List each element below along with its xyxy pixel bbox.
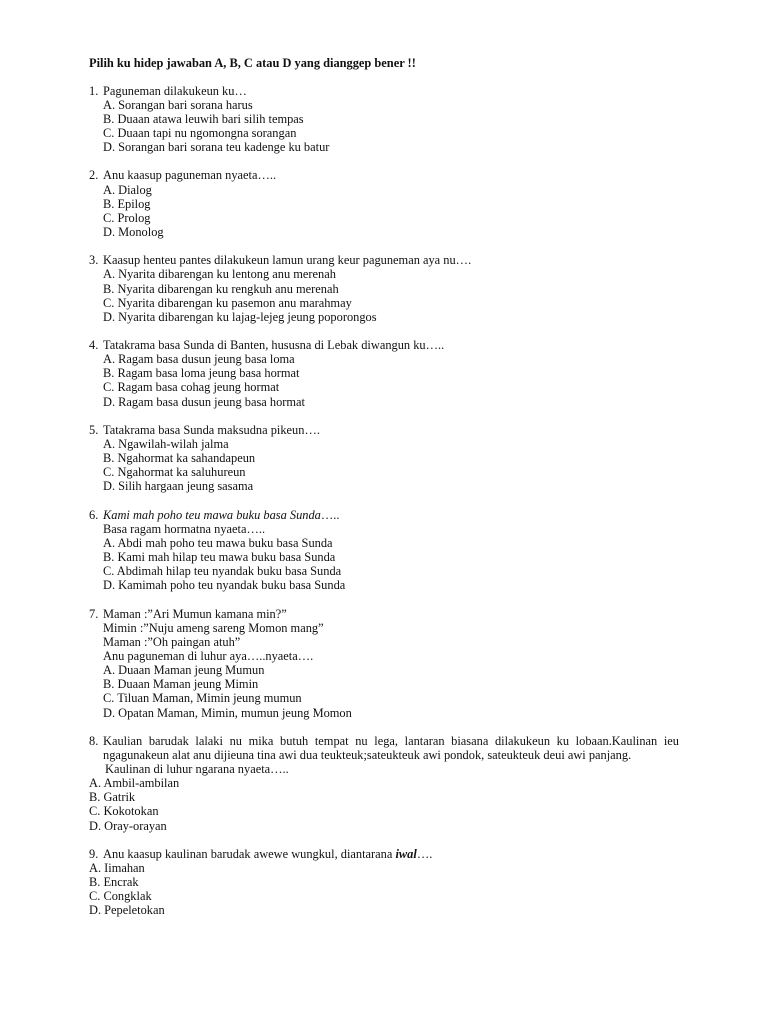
worksheet-page — [89, 56, 679, 932]
option-b: B. Duaan Maman jeung Mimin — [103, 677, 259, 692]
option-c: C. Duaan tapi nu ngomongna sorangan — [103, 125, 297, 140]
option-b: B. Ragam basa loma jeung basa hormat — [103, 366, 300, 381]
instruction-heading: Pilih ku hidep jawaban A, B, C atau D yang dianggep bener !! — [89, 56, 416, 70]
question-stem-emphasis: iwal — [395, 847, 417, 862]
option-d: D. Monolog — [103, 224, 164, 239]
question-number: 3. — [89, 253, 99, 268]
question-7 — [89, 607, 679, 720]
option-a: A. Abdi mah poho teu mawa buku basa Sunda — [103, 536, 333, 551]
option-b: B. Nyarita dibarengan ku rengkuh anu merenah — [103, 281, 339, 296]
option-b: B. Ngahormat ka sahandapeun — [103, 451, 256, 466]
option-d: D. Silih hargaan jeung sasama — [103, 479, 254, 494]
option-c: C. Nyarita dibarengan ku pasemon anu marahmay — [103, 295, 352, 310]
option-c: C. Ngahormat ka saluhureun — [103, 465, 246, 480]
option-c: C. Abdimah hilap teu nyandak buku basa Sunda — [103, 564, 342, 579]
option-d: D. Ragam basa dusun jeung basa hormat — [103, 394, 305, 409]
option-a: A. Ragam basa dusun jeung basa loma — [103, 352, 295, 367]
option-d: D. Sorangan bari sorana teu kadenge ku batur — [103, 139, 330, 154]
option-c: C. Ragam basa cohag jeung hormat — [103, 380, 280, 395]
option-b: B. Epilog — [103, 196, 151, 211]
option-b: B. Kami mah hilap teu mawa buku basa Sunda — [103, 550, 336, 565]
option-a: A. Duaan Maman jeung Mumun — [103, 663, 265, 678]
question-number: 6. — [89, 507, 99, 522]
option-d: D. Nyarita dibarengan ku lajag-lejeg jeung poporongos — [103, 309, 377, 324]
question-4 — [89, 338, 679, 408]
question-stem: Kaasup henteu pantes dilakukeun lamun urang keur paguneman aya nu…. — [103, 253, 472, 268]
option-a: A. Iimahan — [89, 861, 145, 876]
option-b: B. Duaan atawa leuwih bari silih tempas — [103, 111, 304, 126]
question-number: 5. — [89, 423, 99, 438]
question-number: 1. — [89, 83, 99, 98]
option-d: D. Oray-orayan — [89, 818, 167, 833]
question-number: 9. — [89, 847, 99, 862]
question-stem-tail: …. — [416, 847, 433, 862]
option-a: A. Ambil-ambilan — [89, 776, 180, 791]
option-d: D. Kamimah poho teu nyandak buku basa Sunda — [103, 578, 346, 593]
question-number: 4. — [89, 338, 99, 353]
question-2 — [89, 168, 679, 238]
option-b: B. Gatrik — [89, 790, 136, 805]
question-3 — [89, 253, 679, 323]
option-d: D. Opatan Maman, Mimin, mumun jeung Momon — [103, 705, 352, 720]
question-paragraph: Kaulian barudak lalaki nu mika butuh tempat nu lega, lantaran biasana dilakukeun ku lobaan.Kaulinan ieu ngagunakeun alat anu dijieuna tina awi dua teukteuk;sateukteuk awi pondok, sateukteuk deui awi panjang. — [103, 733, 679, 763]
question-subprompt: Basa ragam hormatna nyaeta….. — [103, 521, 266, 536]
question-stem: Maman :”Ari Mumun kamana min?” — [103, 606, 287, 621]
option-a: A. Sorangan bari sorana harus — [103, 97, 253, 112]
question-6 — [89, 508, 679, 593]
option-c: C. Tiluan Maman, Mimin jeung mumun — [103, 691, 302, 706]
option-a: A. Ngawilah-wilah jalma — [103, 437, 229, 452]
option-c: C. Prolog — [103, 210, 151, 225]
question-stem: Anu kaasup kaulinan barudak awewe wungkul, diantarana — [103, 847, 396, 862]
option-a: A. Nyarita dibarengan ku lentong anu merenah — [103, 267, 336, 282]
question-number: 2. — [89, 168, 99, 183]
question-stem: Tatakrama basa Sunda maksudna pikeun…. — [103, 423, 320, 438]
question-stem: Tatakrama basa Sunda di Banten, hususna di Lebak diwangun ku….. — [103, 338, 445, 353]
dialog-line: Maman :”Oh paingan atuh” — [103, 635, 241, 650]
option-a: A. Dialog — [103, 182, 152, 197]
dialog-line: Mimin :”Nuju ameng sareng Momon mang” — [103, 620, 324, 635]
question-1 — [89, 84, 679, 154]
question-subprompt: Anu paguneman di luhur aya…..nyaeta…. — [103, 649, 314, 664]
question-5 — [89, 423, 679, 493]
option-d: D. Pepeletokan — [89, 903, 165, 918]
question-number: 8. — [89, 733, 99, 748]
question-stem-tail: ….. — [320, 507, 340, 522]
question-9 — [89, 847, 679, 917]
option-c: C. Kokotokan — [89, 804, 159, 819]
question-subprompt: Kaulinan di luhur ngarana nyaeta….. — [105, 762, 289, 777]
option-b: B. Encrak — [89, 875, 139, 890]
question-8 — [89, 734, 679, 833]
question-stem-italic: Kami mah poho teu mawa buku basa Sunda — [103, 507, 321, 522]
question-stem: Anu kaasup paguneman nyaeta….. — [103, 168, 277, 183]
question-stem: Paguneman dilakukeun ku… — [103, 83, 247, 98]
option-c: C. Congklak — [89, 889, 152, 904]
question-number: 7. — [89, 606, 99, 621]
